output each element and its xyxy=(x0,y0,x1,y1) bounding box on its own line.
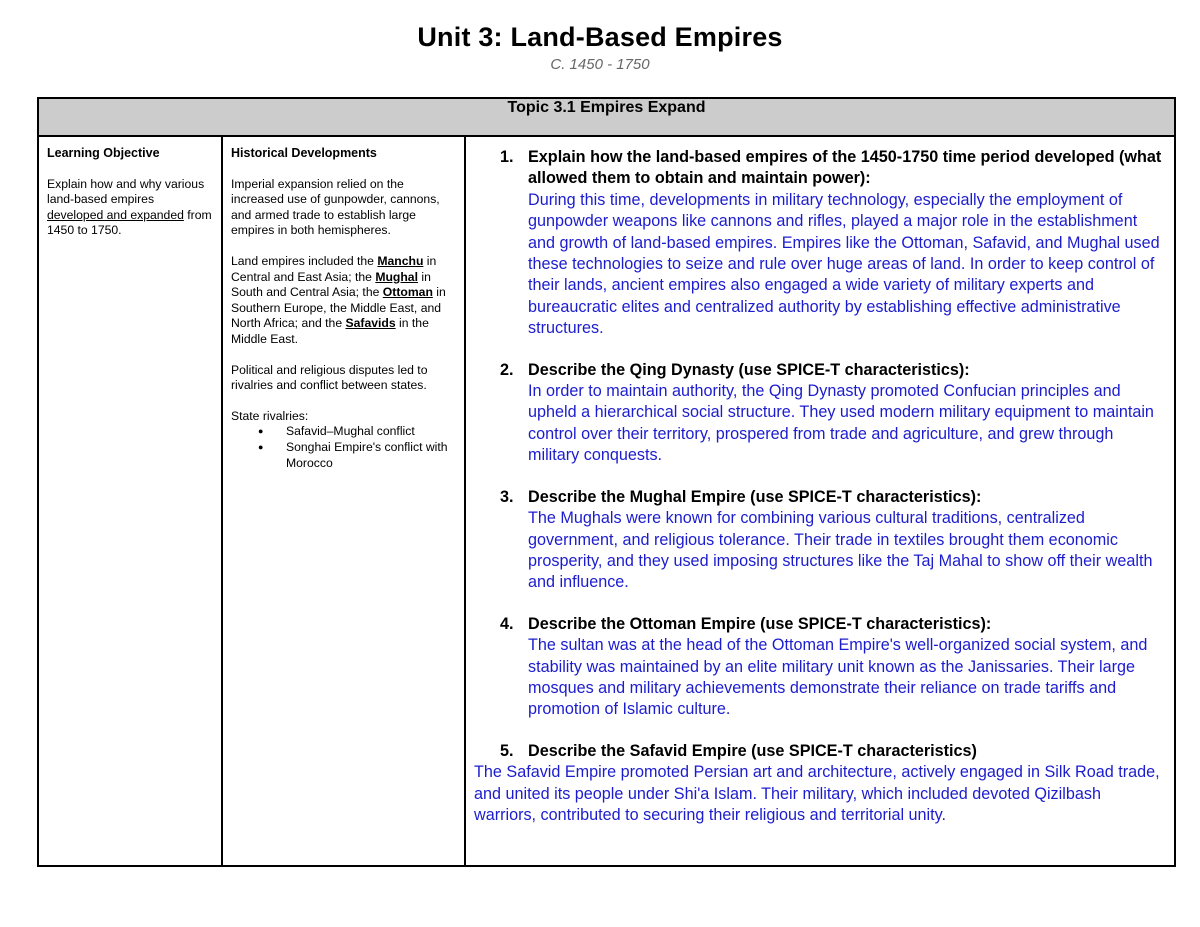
question-text: Describe the Safavid Empire (use SPICE-T characteristics) xyxy=(528,741,977,760)
safavids-term: Safavids xyxy=(345,316,396,331)
question-text: Describe the Mughal Empire (use SPICE-T characteristics): xyxy=(528,487,982,506)
learning-objective-text-end: from 1450 to 1750. xyxy=(47,207,212,238)
learning-objective-heading: Learning Objective xyxy=(47,146,160,160)
para2-text: in Southern Europe, the Middle East, and North Africa; and the xyxy=(231,285,446,331)
question-text: Describe the Qing Dynasty (use SPICE-T characteristics): xyxy=(528,360,970,379)
question-text: Describe the Ottoman Empire (use SPICE-T characteristics): xyxy=(528,614,992,633)
question-5 xyxy=(474,741,1164,827)
list-item: ● Safavid–Mughal conflict xyxy=(258,424,456,440)
developments-paragraph-2 xyxy=(231,254,456,348)
rivalries-label: State rivalries: xyxy=(231,408,309,423)
page-title: Unit 3: Land-Based Empires xyxy=(417,22,783,52)
learning-objective-text-start: Explain how and why various land-based empires xyxy=(47,176,205,207)
question-2 xyxy=(474,360,1164,467)
page-subtitle: C. 1450 - 1750 xyxy=(550,56,650,73)
question-number: 5. xyxy=(500,741,514,760)
para2-text: in South and Central Asia; the xyxy=(231,269,431,300)
topic-title: Topic 3.1 Empires Expand xyxy=(38,98,1175,136)
answer-text: In order to maintain authority, the Qing Dynasty promoted Confucian principles and upheld a hierarchical social structure. They used modern military equipment to maintain control over their territory, prospered from trade and agriculture, and grew through military conquests. xyxy=(528,382,1154,465)
developments-paragraph-3: Political and religious disputes led to rivalries and conflict between states. xyxy=(231,362,428,393)
ottoman-term: Ottoman xyxy=(382,285,433,300)
learning-objective-text xyxy=(47,177,213,239)
learning-objective-cell xyxy=(38,136,222,866)
manchu-term: Manchu xyxy=(377,253,424,268)
question-3 xyxy=(474,487,1164,594)
list-item: ● Songhai Empire's conflict with Morocco xyxy=(258,440,456,471)
answer-text: The Mughals were known for combining various cultural traditions, centralized government, and religious tolerance. Their trade in textiles brought them economic prosperity, and they used imposing structures like the Taj Mahal to show off their wealth and influence. xyxy=(528,509,1153,592)
developments-paragraph-1: Imperial expansion relied on the increased use of gunpowder, cannons, and armed trade to establish large empires in both hemispheres. xyxy=(231,176,440,238)
rivalries-list xyxy=(231,424,456,471)
question-number: 2. xyxy=(500,360,514,379)
question-number: 1. xyxy=(500,148,514,166)
question-1 xyxy=(474,147,1164,340)
mughal-term: Mughal xyxy=(375,269,418,284)
para2-text: in the Middle East. xyxy=(231,316,429,346)
questions-cell xyxy=(465,136,1175,866)
answer-text: During this time, developments in military technology, especially the employment of gunpowder weapons like cannons and rifles, played a major role in the establishment and growth of land-based empires. Empires like the Ottoman, Safavid, and Mughal used these technologies to seize and rule over huge areas of land. In order to keep control of their lands, ancient empires also engaged a wide variety of military experts and bureaucratic elites and centralized authority by establishing effective administrative structures. xyxy=(528,190,1160,338)
answer-text: The sultan was at the head of the Ottoman Empire's well-organized social system, and stability was maintained by an elite military unit known as the Janissaries. Their large mosques and military achievements demonstrate their reliance on trade tariffs and promotion of Islamic culture. xyxy=(528,636,1148,719)
answer-text: The Safavid Empire promoted Persian art and architecture, actively engaged in Silk Road trade, and united its people under Shi'a Islam. Their military, which included devoted Qizilbash warriors, contributed to securing their religious and territorial unity. xyxy=(474,763,1160,824)
historical-developments-heading: Historical Developments xyxy=(231,146,377,160)
learning-objective-underlined: developed and expanded xyxy=(47,207,184,222)
question-4 xyxy=(474,614,1164,721)
question-number: 3. xyxy=(500,487,514,506)
question-text: Explain how the land-based empires of the 1450-1750 time period developed (what allowed them to obtain and maintain power): xyxy=(528,148,1162,188)
para2-text: Land empires included the xyxy=(231,253,378,268)
para2-text: in Central and East Asia; the xyxy=(231,253,437,284)
historical-developments-cell xyxy=(222,136,465,866)
topic-table xyxy=(37,97,1176,867)
question-number: 4. xyxy=(500,614,514,633)
